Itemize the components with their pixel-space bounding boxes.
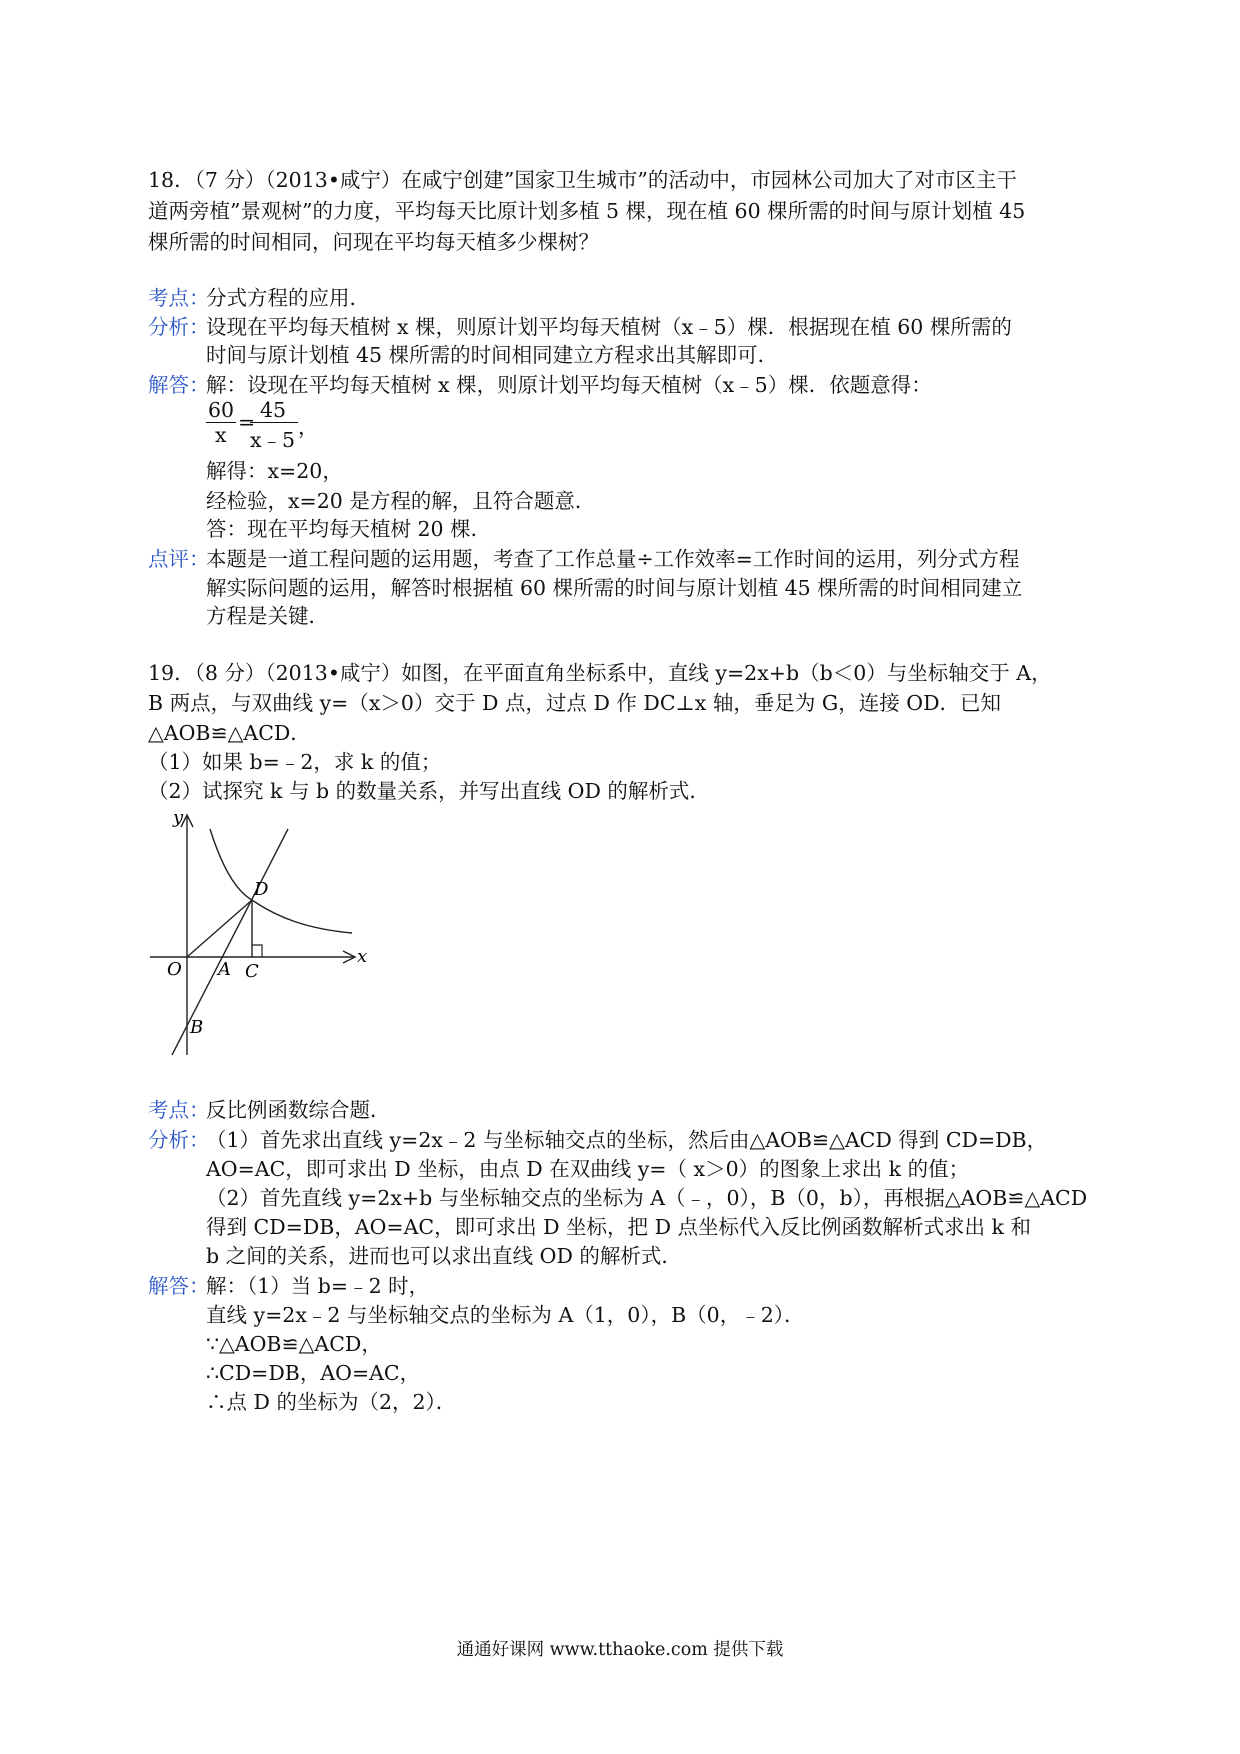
left-numerator: 60 <box>208 398 235 422</box>
q19-fenxi-label: 分析： <box>148 1128 210 1152</box>
q18-line-3: 棵所需的时间相同，问现在平均每天植多少棵树？ <box>148 230 599 254</box>
label-b: B <box>190 1017 204 1038</box>
q18-equation <box>206 398 326 454</box>
right-denominator: x﹣5 <box>250 428 296 452</box>
equals-sign: = <box>238 410 256 434</box>
q18-kaodian-text: 分式方程的应用． <box>206 286 370 310</box>
q19-jieda-line-1: 解：（1）当 b=﹣2 时， <box>206 1274 430 1298</box>
page-footer: 通通好课网 www.tthaoke.com 提供下载 <box>456 1640 784 1660</box>
q19-jieda-label: 解答： <box>148 1274 210 1298</box>
segment-od <box>187 900 252 957</box>
q18-kaodian-label: 考点： <box>148 286 210 310</box>
q19-line-2: B 两点，与双曲线 y=（x＞0）交于 D 点，过点 D 作 DC⊥x 轴，垂足为 G，连接 OD．已知 <box>148 691 1002 715</box>
q19-kaodian-text: 反比例函数综合题． <box>206 1098 391 1122</box>
q19-jieda-line-5: ∴点 D 的坐标为（2，2）． <box>206 1390 457 1414</box>
q18-jieda-label: 解答： <box>148 373 210 397</box>
q18-dianping-line-1: 本题是一道工程问题的运用题，考查了工作总量÷工作效率=工作时间的运用，列分式方程 <box>206 547 1020 571</box>
equation-tail: ， <box>298 415 319 439</box>
q19-line-4: （1）如果 b=﹣2，求 k 的值； <box>148 750 442 774</box>
label-d: D <box>254 879 269 900</box>
q18-dianping-label: 点评： <box>148 547 210 571</box>
q18-jieda-line-4: 答：现在平均每天植树 20 棵． <box>206 517 492 541</box>
label-y: y <box>173 807 184 828</box>
q19-jieda-line-3: ∵△AOB≌△ACD， <box>206 1332 382 1356</box>
left-denominator: x <box>215 423 227 447</box>
q19-line-5: （2）试探究 k 与 b 的数量关系，并写出直线 OD 的解析式． <box>148 779 710 803</box>
coordinate-figure <box>140 805 380 1060</box>
q19-fenxi-line-4: 得到 CD=DB，AO=AC，即可求出 D 坐标，把 D 点坐标代入反比例函数解析式求出 k 和 <box>206 1215 1031 1239</box>
q19-fenxi-line-2: AO=AC，即可求出 D 坐标，由点 D 在双曲线 y=（ x＞0）的图象上求出 k 的值； <box>206 1157 970 1181</box>
right-angle-mark <box>252 945 262 957</box>
q18-fenxi-line-1: 设现在平均每天植树 x 棵，则原计划平均每天植树（x﹣5）棵．根据现在植 60 棵所需的 <box>206 315 1012 339</box>
q18-line-2: 道两旁植”景观树”的力度，平均每天比原计划多植 5 棵，现在植 60 棵所需的时间与原计划植 45 <box>148 199 1026 223</box>
q19-line-1: 19．（8 分）（2013•咸宁）如图，在平面直角坐标系中，直线 y=2x+b（b＜0）与坐标轴交于 A， <box>148 661 1052 685</box>
q18-fenxi-line-2: 时间与原计划植 45 棵所需的时间相同建立方程求出其解即可． <box>206 343 779 367</box>
q18-dianping-line-2: 解实际问题的运用，解答时根据植 60 棵所需的时间与原计划植 45 棵所需的时间相同建立 <box>206 576 1023 600</box>
q19-jieda-line-2: 直线 y=2x﹣2 与坐标轴交点的坐标为 A（1，0），B（0，﹣2）． <box>206 1303 805 1327</box>
q19-line-3: △AOB≌△ACD． <box>148 721 311 745</box>
q18-line-1: 18．（7 分）（2013•咸宁）在咸宁创建”国家卫生城市”的活动中，市园林公司加大了对市区主干 <box>148 168 1017 192</box>
label-x: x <box>357 946 368 967</box>
q18-jieda-line-2: 解得：x=20， <box>206 459 343 483</box>
q19-fenxi-line-3: （2）首先直线 y=2x+b 与坐标轴交点的坐标为 A（﹣，0），B（0，b），再根据△AOB≌△ACD <box>206 1186 1088 1210</box>
label-a: A <box>218 959 231 980</box>
q19-kaodian-label: 考点： <box>148 1098 210 1122</box>
q18-jieda-line-1: 解：设现在平均每天植树 x 棵，则原计划平均每天植树（x﹣5）棵．依题意得： <box>206 373 932 397</box>
right-numerator: 45 <box>260 398 287 422</box>
q18-dianping-line-3: 方程是关键． <box>206 604 329 628</box>
q18-jieda-line-3: 经检验，x=20 是方程的解，且符合题意． <box>206 489 596 513</box>
label-o: O <box>167 959 182 980</box>
q19-jieda-line-4: ∴CD=DB，AO=AC， <box>206 1361 421 1385</box>
q19-fenxi-line-5: b 之间的关系，进而也可以求出直线 OD 的解析式． <box>206 1244 682 1268</box>
q18-fenxi-label: 分析： <box>148 315 210 339</box>
label-c: C <box>245 961 259 982</box>
q19-fenxi-line-1: （1）首先求出直线 y=2x﹣2 与坐标轴交点的坐标，然后由△AOB≌△ACD 得到 CD=DB， <box>206 1128 1048 1152</box>
